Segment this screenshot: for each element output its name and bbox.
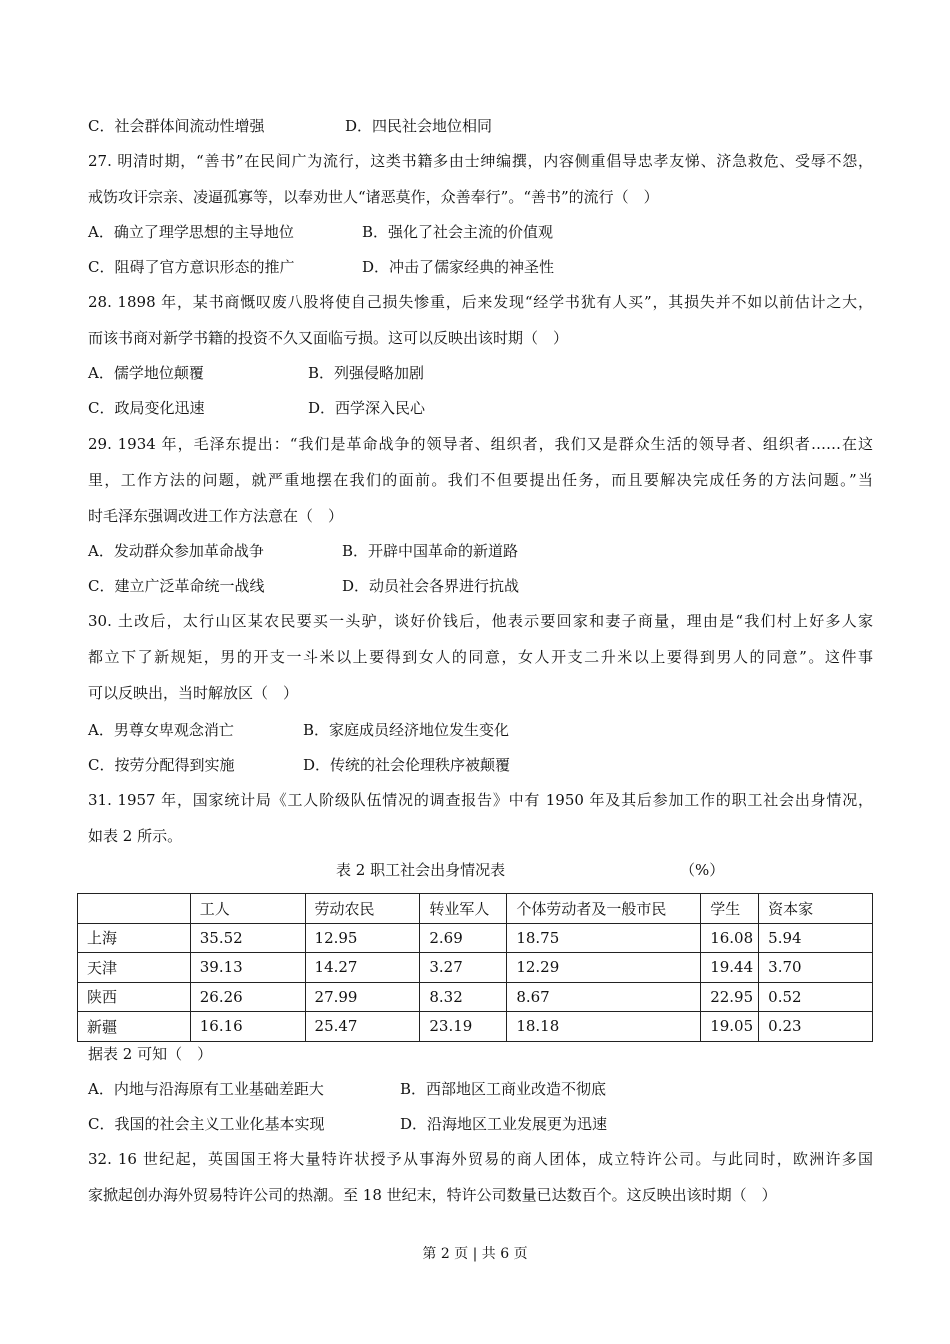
q30-option-a: A．男尊女卑观念消亡 — [88, 721, 234, 739]
q27-option-b: B．强化了社会主流的价值观 — [362, 223, 554, 241]
cell: 35.52 — [190, 923, 305, 953]
cell: 0.52 — [759, 982, 873, 1012]
q31-stem-line: 如表 2 所示。 — [88, 827, 183, 845]
q31-option-a: A．内地与沿海原有工业基础差距大 — [88, 1080, 324, 1098]
q26-option-d: D．四民社会地位相同 — [345, 117, 493, 135]
header-cell: 转业军人 — [420, 894, 507, 924]
cell: 14.27 — [305, 953, 420, 983]
header-cell — [78, 894, 191, 924]
q32-stem-line: 32. 16 世纪起，英国国王将大量特许状授予从事海外贸易的商人团体，成立特许公司。与此同时，欧洲许多国 — [88, 1150, 873, 1168]
cell: 8.67 — [507, 982, 701, 1012]
q28-option-d: D．西学深入民心 — [308, 399, 426, 417]
cell: 19.44 — [701, 953, 759, 983]
q30-option-b: B．家庭成员经济地位发生变化 — [303, 721, 510, 739]
page-footer: 第 2 页 | 共 6 页 — [422, 1246, 528, 1262]
q29-option-b: B．开辟中国革命的新道路 — [342, 542, 519, 560]
cell: 0.23 — [759, 1012, 873, 1042]
q30-option-d: D．传统的社会伦理秩序被颠覆 — [303, 756, 511, 774]
q28-stem-line: 28. 1898 年，某书商慨叹废八股将使自己损失惨重，后来发现“经学书犹有人买”，其损失并不如以前估计之大， — [88, 293, 873, 311]
header-cell: 个体劳动者及一般市民 — [507, 894, 701, 924]
q27-stem-line: 戒饬攻讦宗亲、凌逼孤寡等，以奉劝世人“诸恶莫作，众善奉行”。“善书”的流行（ ） — [88, 188, 659, 206]
q30-stem-line: 可以反映出，当时解放区（ ） — [88, 684, 299, 702]
q29-option-c: C．建立广泛革命统一战线 — [88, 577, 265, 595]
header-cell: 劳动农民 — [305, 894, 420, 924]
q27-option-d: D．冲击了儒家经典的神圣性 — [362, 258, 555, 276]
q31-option-c: C．我国的社会主义工业化基本实现 — [88, 1115, 325, 1133]
cell: 18.18 — [507, 1012, 701, 1042]
table-row — [78, 982, 873, 1012]
cell: 3.27 — [420, 953, 507, 983]
q29-stem-line: 29. 1934 年，毛泽东提出：“我们是革命战争的领导者、组织者，我们又是群众生活的领导者、组织者……在这 — [88, 435, 873, 453]
q31-option-d: D．沿海地区工业发展更为迅速 — [400, 1115, 608, 1133]
cell: 12.95 — [305, 923, 420, 953]
cell: 3.70 — [759, 953, 873, 983]
cell: 16.08 — [701, 923, 759, 953]
q26-option-c: C．社会群体间流动性增强 — [88, 117, 265, 135]
table-unit: （%） — [680, 861, 725, 879]
table-row — [78, 923, 873, 953]
q29-option-a: A．发动群众参加革命战争 — [88, 542, 264, 560]
table-row — [78, 1012, 873, 1042]
table-row — [78, 953, 873, 983]
cell: 22.95 — [701, 982, 759, 1012]
cell: 8.32 — [420, 982, 507, 1012]
q27-stem-line: 27. 明清时期，“善书”在民间广为流行，这类书籍多由士绅编撰，内容侧重倡导忠孝友悌、济急救危、受辱不怨， — [88, 152, 873, 170]
q30-stem-line: 30. 土改后，太行山区某农民要买一头驴，谈好价钱后，他表示要回家和妻子商量，理由是“我们村上好多人家 — [88, 612, 873, 630]
row-label: 陕西 — [78, 982, 191, 1012]
q27-option-c: C．阻碍了官方意识形态的推广 — [88, 258, 295, 276]
cell: 23.19 — [420, 1012, 507, 1042]
q31-stem-line: 31. 1957 年，国家统计局《工人阶级队伍情况的调查报告》中有 1950 年及其后参加工作的职工社会出身情况， — [88, 791, 873, 809]
header-cell: 学生 — [701, 894, 759, 924]
cell: 25.47 — [305, 1012, 420, 1042]
social-origin-table — [77, 893, 873, 1042]
q29-stem-line: 里，工作方法的问题，就严重地摆在我们的面前。我们不但要提出任务，而且要解决完成任务的方法问题。”当 — [88, 471, 873, 489]
row-label: 天津 — [78, 953, 191, 983]
q27-option-a: A．确立了理学思想的主导地位 — [88, 223, 294, 241]
cell: 39.13 — [190, 953, 305, 983]
q28-option-b: B．列强侵略加剧 — [308, 364, 425, 382]
q31-option-b: B．西部地区工商业改造不彻底 — [400, 1080, 607, 1098]
header-cell: 资本家 — [759, 894, 873, 924]
row-label: 上海 — [78, 923, 191, 953]
row-label: 新疆 — [78, 1012, 191, 1042]
cell: 19.05 — [701, 1012, 759, 1042]
cell: 16.16 — [190, 1012, 305, 1042]
q30-option-c: C．按劳分配得到实施 — [88, 756, 235, 774]
cell: 27.99 — [305, 982, 420, 1012]
q32-stem-line: 家掀起创办海外贸易特许公司的热潮。至 18 世纪末，特许公司数量已达数百个。这反映出该时期（ ） — [88, 1186, 777, 1204]
table-caption: 表 2 职工社会出身情况表 — [336, 861, 506, 879]
table-header-row — [78, 894, 873, 924]
q29-stem-line: 时毛泽东强调改进工作方法意在（ ） — [88, 507, 344, 525]
cell: 12.29 — [507, 953, 701, 983]
q31-prompt: 据表 2 可知（ ） — [88, 1045, 213, 1063]
q28-option-a: A．儒学地位颠覆 — [88, 364, 204, 382]
q28-stem-line: 而该书商对新学书籍的投资不久又面临亏损。这可以反映出该时期（ ） — [88, 329, 569, 347]
cell: 5.94 — [759, 923, 873, 953]
cell: 26.26 — [190, 982, 305, 1012]
header-cell: 工人 — [190, 894, 305, 924]
q29-option-d: D．动员社会各界进行抗战 — [342, 577, 520, 595]
cell: 18.75 — [507, 923, 701, 953]
cell: 2.69 — [420, 923, 507, 953]
q30-stem-line: 都立下了新规矩，男的开支一斗米以上要得到女人的同意，女人开支二升米以上要得到男人的同意”。这件事 — [88, 648, 873, 666]
q28-option-c: C．政局变化迅速 — [88, 399, 205, 417]
